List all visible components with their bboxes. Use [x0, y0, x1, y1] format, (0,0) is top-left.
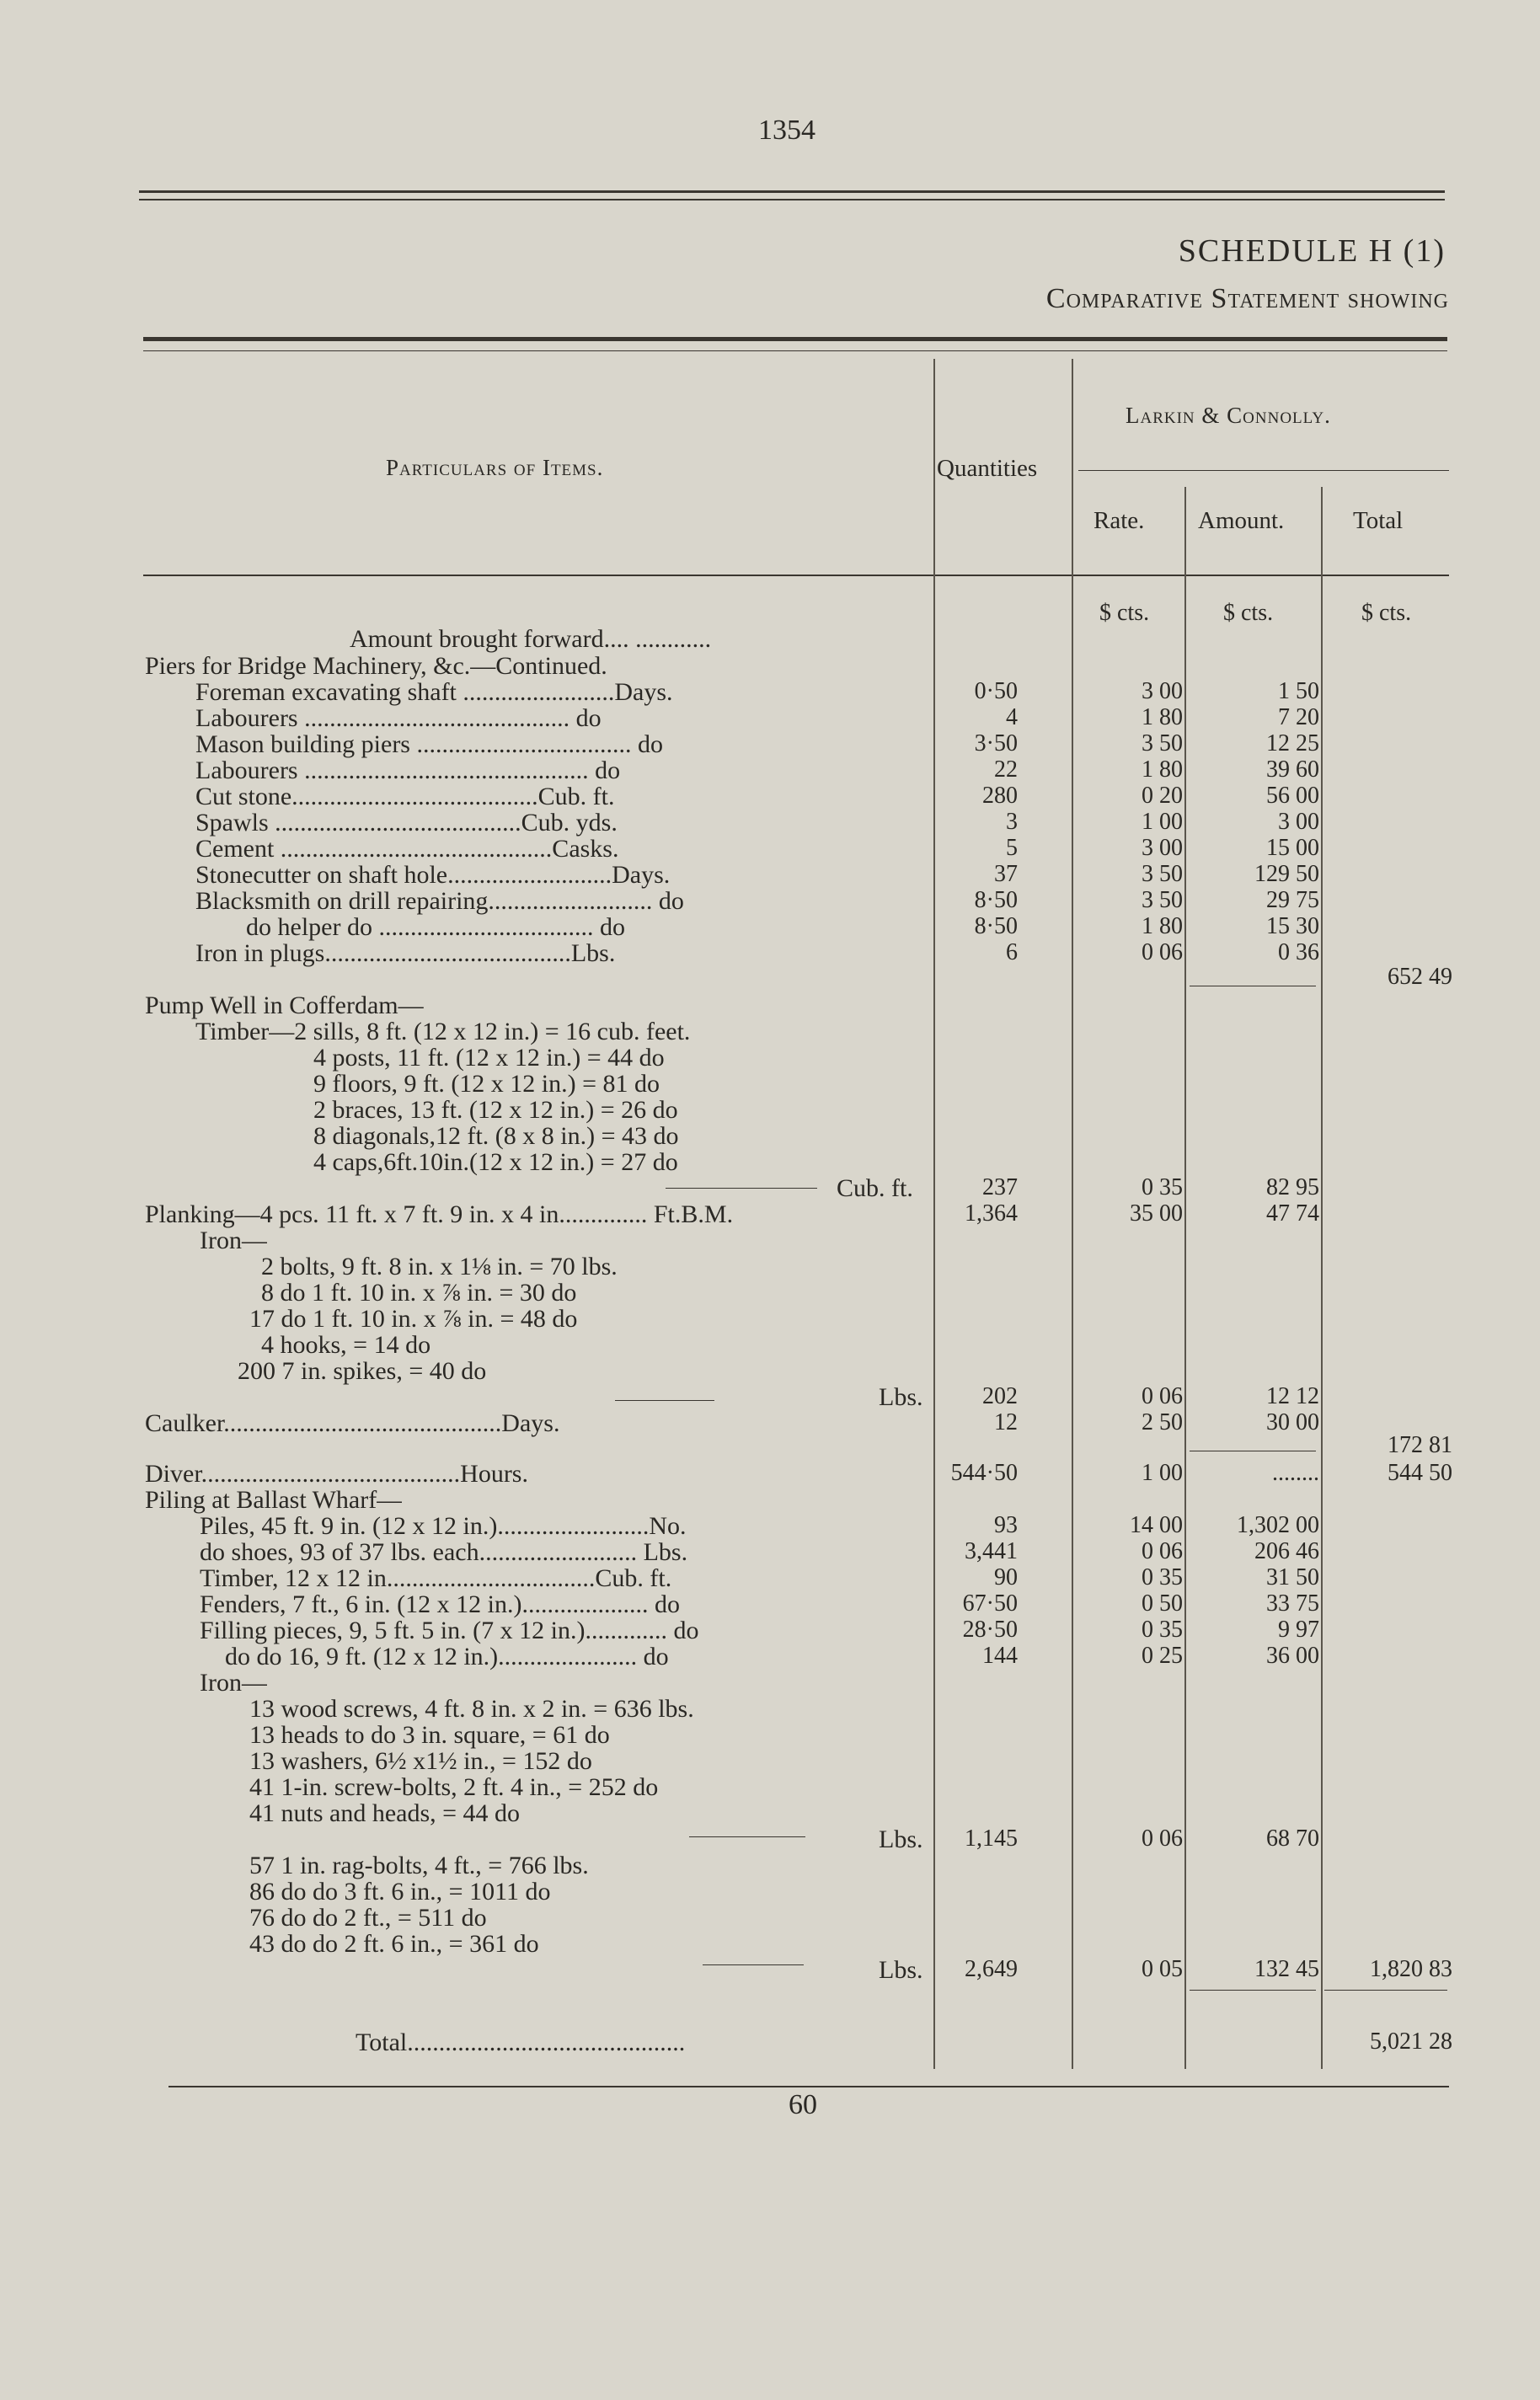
item-amount: 206 46: [1254, 1538, 1319, 1564]
sum-rule-total: [1324, 1990, 1447, 1991]
item-rate: 0 06: [1142, 1825, 1183, 1852]
item-quantity: 3·50: [974, 730, 1018, 756]
item-amount: 12 12: [1266, 1383, 1319, 1409]
item-amount: 9 97: [1278, 1617, 1319, 1643]
item-amount: 39 60: [1266, 756, 1319, 783]
header-heavy-rule: [143, 337, 1447, 341]
item-amount: 1 50: [1278, 678, 1319, 704]
item-amount: 36 00: [1266, 1643, 1319, 1669]
item-particular: Timber—2 sills, 8 ft. (12 x 12 in.) = 16 cub. feet.: [195, 1018, 691, 1045]
header-thin-rule: [143, 350, 1447, 351]
item-quantity: 1,364: [965, 1200, 1018, 1227]
item-quantity: 3: [1006, 809, 1018, 835]
total-header: Total: [1353, 507, 1404, 534]
item-particular: do shoes, 93 of 37 lbs. each......................... Lbs.: [200, 1538, 688, 1566]
item-rate: 1 80: [1142, 913, 1183, 939]
item-particular: 8 do 1 ft. 10 in. x ⅞ in. = 30 do: [261, 1279, 577, 1307]
item-rate: 1 80: [1142, 756, 1183, 783]
item-particular: do helper do .................................. do: [246, 913, 625, 941]
item-particular: Total............................................: [356, 2029, 686, 2056]
item-particular: 2 braces, 13 ft. (12 x 12 in.) = 26 do: [313, 1096, 678, 1124]
item-rate: 35 00: [1130, 1200, 1183, 1227]
item-quantity: 2,649: [965, 1956, 1018, 1982]
item-rate: 0 35: [1142, 1174, 1183, 1200]
item-quantity: 8·50: [974, 887, 1018, 913]
item-amount: 31 50: [1266, 1564, 1319, 1590]
item-total: 5,021 28: [1370, 2029, 1452, 2055]
item-quantity: 6: [1006, 939, 1018, 965]
item-rate: 0 06: [1142, 939, 1183, 965]
item-quantity: 144: [982, 1643, 1018, 1669]
item-rate: 1 00: [1142, 809, 1183, 835]
item-particular: 41 1-in. screw-bolts, 2 ft. 4 in., = 252 do: [249, 1773, 659, 1801]
item-amount: 68 70: [1266, 1825, 1319, 1852]
item-total: 544 50: [1388, 1460, 1452, 1486]
item-particular: 4 posts, 11 ft. (12 x 12 in.) = 44 do: [313, 1044, 665, 1072]
item-particular: Spawls .......................................Cub. yds.: [195, 809, 618, 837]
item-particular: Iron—: [200, 1227, 267, 1254]
item-rate: 0 35: [1142, 1564, 1183, 1590]
item-particular: 76 do do 2 ft., = 511 do: [249, 1904, 487, 1932]
sum-rule-iron-1: [615, 1400, 714, 1401]
item-amount: 3 00: [1278, 809, 1319, 835]
col-line-amount-left: [1184, 487, 1186, 2069]
item-quantity: 544·50: [950, 1460, 1018, 1486]
item-rate: 1 00: [1142, 1460, 1183, 1486]
bottom-rule: [168, 2086, 1449, 2087]
item-particular: 4 hooks, = 14 do: [261, 1331, 431, 1359]
item-amount: 82 95: [1266, 1174, 1319, 1200]
particulars-header: Particulars of Items.: [386, 455, 604, 480]
total-units: $ cts.: [1361, 600, 1412, 626]
item-quantity: 0·50: [974, 678, 1018, 704]
item-particular: 57 1 in. rag-bolts, 4 ft., = 766 lbs.: [249, 1852, 589, 1879]
item-particular: Stonecutter on shaft hole..........................Days.: [195, 861, 671, 889]
item-amount: 12 25: [1266, 730, 1319, 756]
item-particular: 13 heads to do 3 in. square, = 61 do: [249, 1721, 610, 1749]
item-particular: do do 16, 9 ft. (12 x 12 in.)...................... do: [225, 1643, 669, 1670]
item-particular: 13 washers, 6½ x1½ in., = 152 do: [249, 1747, 592, 1775]
col-line-total-left: [1321, 487, 1323, 2069]
sum-rule-iron-2: [689, 1836, 805, 1837]
comparative-statement-subtitle: Comparative Statement showing: [1045, 283, 1449, 314]
item-amount: 7 20: [1278, 704, 1319, 730]
item-particular: Blacksmith on drill repairing.......................... do: [195, 887, 684, 915]
col-line-rate-left: [1072, 359, 1073, 2069]
item-particular: Fenders, 7 ft., 6 in. (12 x 12 in.).................... do: [200, 1590, 680, 1618]
rate-header: Rate.: [1094, 507, 1145, 534]
item-rate: 0 20: [1142, 783, 1183, 809]
item-particular: 200 7 in. spikes, = 40 do: [238, 1357, 487, 1385]
item-particular: Lbs.: [879, 1383, 923, 1411]
amount-units: $ cts.: [1223, 600, 1274, 626]
item-quantity: 93: [994, 1512, 1018, 1538]
sum-rule-timber: [666, 1188, 817, 1189]
item-rate: 0 06: [1142, 1383, 1183, 1409]
item-rate: 0 25: [1142, 1643, 1183, 1669]
item-total: 1,820 83: [1370, 1956, 1452, 1982]
item-particular: Cement ...........................................Casks.: [195, 835, 619, 863]
sum-rule-iron-3: [703, 1964, 804, 1965]
item-particular: Cut stone.......................................Cub. ft.: [195, 783, 615, 810]
item-quantity: 37: [994, 861, 1018, 887]
item-total: 652 49: [1388, 964, 1452, 990]
item-particular: Pump Well in Cofferdam—: [145, 992, 424, 1019]
item-particular: 9 floors, 9 ft. (12 x 12 in.) = 81 do: [313, 1070, 660, 1098]
item-particular: 8 diagonals,12 ft. (8 x 8 in.) = 43 do: [313, 1122, 679, 1150]
column-header-rule: [143, 575, 1449, 576]
item-amount: 132 45: [1254, 1956, 1319, 1982]
item-quantity: 8·50: [974, 913, 1018, 939]
item-amount: ........: [1272, 1460, 1319, 1486]
item-particular: Iron in plugs.......................................Lbs.: [195, 939, 616, 967]
item-quantity: 90: [994, 1564, 1018, 1590]
item-quantity: 202: [982, 1383, 1018, 1409]
item-particular: Timber, 12 x 12 in.................................Cub. ft.: [200, 1564, 672, 1592]
item-particular: Amount brought forward.... ............: [350, 625, 712, 653]
item-particular: Foreman excavating shaft ........................Days.: [195, 678, 673, 706]
item-quantity: 5: [1006, 835, 1018, 861]
item-particular: Labourers ............................................. do: [195, 756, 621, 784]
item-rate: 14 00: [1130, 1512, 1183, 1538]
item-amount: 33 75: [1266, 1590, 1319, 1617]
amount-header: Amount.: [1198, 507, 1285, 534]
item-quantity: 12: [994, 1409, 1018, 1435]
item-amount: 56 00: [1266, 783, 1319, 809]
item-particular: 86 do do 3 ft. 6 in., = 1011 do: [249, 1878, 551, 1906]
item-particular: 2 bolts, 9 ft. 8 in. x 1⅛ in. = 70 lbs.: [261, 1253, 618, 1280]
item-rate: 3 50: [1142, 730, 1183, 756]
item-rate: 1 80: [1142, 704, 1183, 730]
item-amount: 30 00: [1266, 1409, 1319, 1435]
item-rate: 0 35: [1142, 1617, 1183, 1643]
item-quantity: 237: [982, 1174, 1018, 1200]
item-amount: 15 00: [1266, 835, 1319, 861]
item-total: 172 81: [1388, 1432, 1452, 1458]
top-rule-1: [139, 190, 1445, 193]
item-particular: 41 nuts and heads, = 44 do: [249, 1799, 521, 1827]
item-particular: Diver.........................................Hours.: [145, 1460, 528, 1488]
item-particular: Labourers .......................................... do: [195, 704, 602, 732]
item-quantity: 4: [1006, 704, 1018, 730]
quantities-header: Quantities: [937, 455, 1038, 482]
page-number-bottom: 60: [789, 2089, 817, 2120]
contractor-underline: [1078, 470, 1449, 471]
item-particular: Cub. ft.: [837, 1174, 913, 1202]
item-particular: 43 do do 2 ft. 6 in., = 361 do: [249, 1930, 539, 1958]
col-line-quantities-left: [933, 359, 935, 2069]
item-particular: Caulker............................................Days.: [145, 1409, 560, 1437]
item-particular: Piles, 45 ft. 9 in. (12 x 12 in.)........................No.: [200, 1512, 687, 1540]
item-particular: Piling at Ballast Wharf—: [145, 1486, 403, 1514]
rate-units: $ cts.: [1099, 600, 1150, 626]
item-quantity: 3,441: [965, 1538, 1018, 1564]
item-particular: 4 caps,6ft.10in.(12 x 12 in.) = 27 do: [313, 1148, 678, 1176]
item-particular: 13 wood screws, 4 ft. 8 in. x 2 in. = 636 lbs.: [249, 1695, 694, 1723]
item-rate: 3 50: [1142, 861, 1183, 887]
item-particular: Mason building piers .................................. do: [195, 730, 663, 758]
item-quantity: 280: [982, 783, 1018, 809]
item-rate: 0 05: [1142, 1956, 1183, 1982]
item-amount: 29 75: [1266, 887, 1319, 913]
item-quantity: 22: [994, 756, 1018, 783]
item-particular: Piers for Bridge Machinery, &c.—Continued.: [145, 652, 607, 680]
item-particular: Planking—4 pcs. 11 ft. x 7 ft. 9 in. x 4 in.............. Ft.B.M.: [145, 1200, 734, 1228]
contractor-header: Larkin & Connolly.: [1126, 403, 1331, 428]
item-particular: Filling pieces, 9, 5 ft. 5 in. (7 x 12 in.)............. do: [200, 1617, 699, 1644]
item-particular: Lbs.: [879, 1825, 923, 1853]
page-number-top: 1354: [758, 115, 815, 146]
item-amount: 1,302 00: [1237, 1512, 1319, 1538]
item-rate: 3 50: [1142, 887, 1183, 913]
item-quantity: 1,145: [965, 1825, 1018, 1852]
item-particular: 17 do 1 ft. 10 in. x ⅞ in. = 48 do: [249, 1305, 578, 1333]
item-rate: 0 50: [1142, 1590, 1183, 1617]
item-quantity: 28·50: [962, 1617, 1018, 1643]
item-amount: 15 30: [1266, 913, 1319, 939]
top-rule-2: [139, 199, 1445, 200]
item-quantity: 67·50: [962, 1590, 1018, 1617]
item-amount: 129 50: [1254, 861, 1319, 887]
item-rate: 2 50: [1142, 1409, 1183, 1435]
item-rate: 3 00: [1142, 835, 1183, 861]
item-particular: Lbs.: [879, 1956, 923, 1984]
item-particular: Iron—: [200, 1669, 267, 1697]
sum-rule-amount-3: [1190, 1990, 1316, 1991]
item-amount: 0 36: [1278, 939, 1319, 965]
schedule-title: SCHEDULE H (1): [1178, 233, 1446, 269]
item-amount: 47 74: [1266, 1200, 1319, 1227]
item-rate: 3 00: [1142, 678, 1183, 704]
item-rate: 0 06: [1142, 1538, 1183, 1564]
